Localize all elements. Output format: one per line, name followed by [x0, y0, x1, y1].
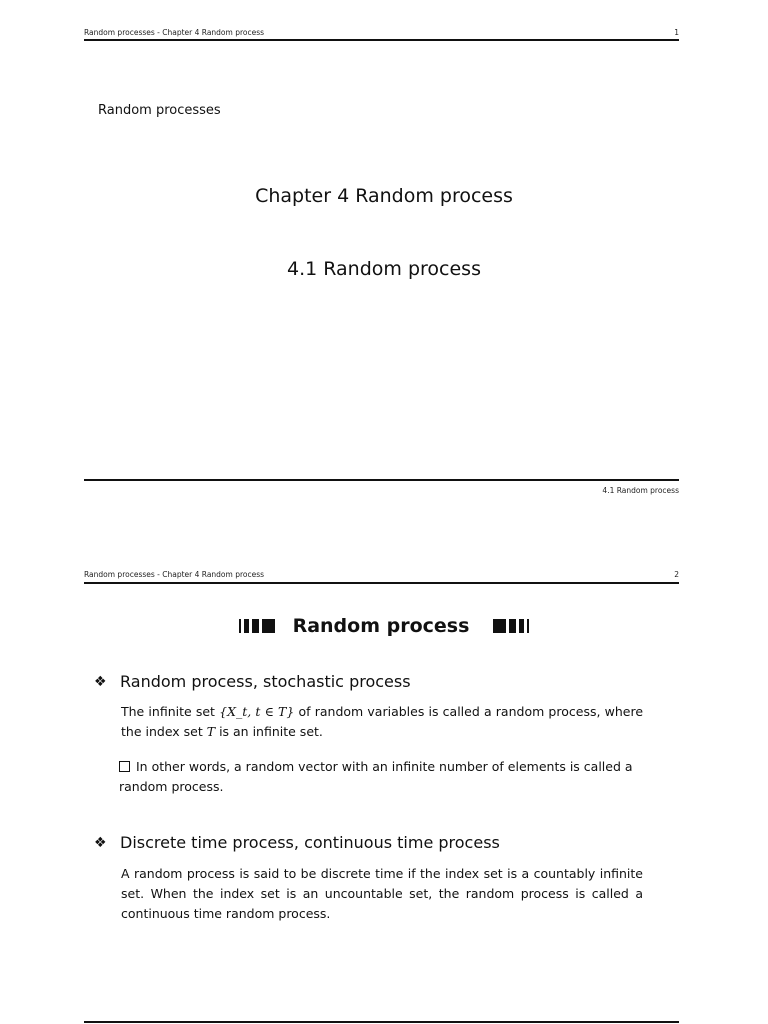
header-title: Random processes - Chapter 4 Random process	[84, 28, 265, 37]
page-number: 1	[674, 28, 679, 37]
bullet-paragraph-2: A random process is said to be discrete time if the index set is a countably infinite set. When the index set is an uncountable set, the random process is called a continuous time random process.	[121, 866, 643, 921]
header-title: Random processes - Chapter 4 Random process	[84, 570, 265, 579]
para-text: The infinite set	[121, 704, 220, 719]
left-bars-decoration	[239, 618, 275, 634]
bullet-heading-text: Discrete time process, continuous time process	[120, 833, 500, 852]
header-rule	[84, 582, 679, 584]
right-bars-decoration	[493, 618, 529, 634]
diamond-bullet-icon: ❖	[94, 673, 107, 690]
para-text: of random variables is called a random process, where the index set	[121, 704, 644, 739]
page-number: 2	[674, 570, 679, 579]
chapter-title: Chapter 4 Random process	[255, 185, 513, 207]
sub-bullet-text: In other words, a random vector with an infinite number of elements is called a random process.	[119, 759, 633, 794]
header-rule	[84, 39, 679, 41]
banner-title: Random process	[292, 615, 470, 637]
diamond-bullet-icon: ❖	[94, 834, 107, 851]
para-text: is an infinite set.	[215, 724, 323, 739]
sub-bullet-1	[119, 757, 643, 797]
banner	[0, 615, 768, 637]
math-symbol: T	[206, 724, 216, 739]
footer-rule	[84, 1021, 679, 1023]
section-title: 4.1 Random process	[287, 258, 481, 280]
square-bullet-icon	[119, 761, 130, 772]
slide-2	[0, 542, 768, 1024]
footer-label: 4.1 Random process	[602, 486, 679, 495]
bullet-heading-2	[94, 833, 500, 852]
bullet-heading-text: Random process, stochastic process	[120, 672, 411, 691]
bullet-heading-1	[94, 672, 411, 691]
math-expression: {X_t, t ∈ T}	[219, 704, 295, 719]
footer-rule	[84, 479, 679, 481]
section-label: Random processes	[98, 103, 221, 118]
bullet-paragraph-1	[121, 702, 643, 742]
